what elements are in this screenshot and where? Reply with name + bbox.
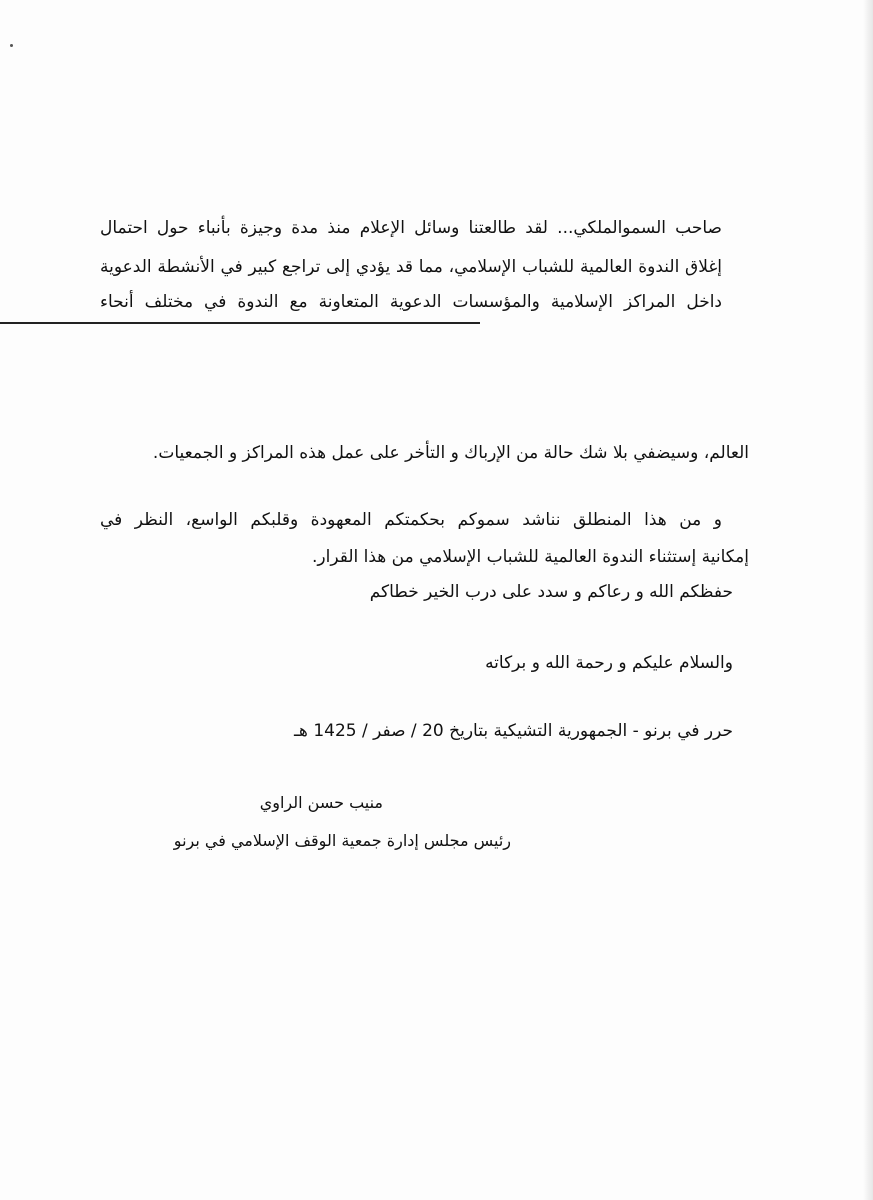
paragraph1-line1: صاحب السموالملكي... لقد طالعتنا وسائل الإعلام منذ مدة وجيزة بأنباء حول احتمال: [100, 218, 722, 238]
signatory-title: رئيس مجلس إدارة جمعية الوقف الإسلامي في برنو: [173, 831, 511, 850]
paragraph3-line1: و من هذا المنطلق نناشد سموكم بحكمتكم المعهودة وقلبكم الواسع، النظر في: [100, 510, 722, 530]
scan-edge-shadow: [863, 0, 873, 1200]
signatory-name: منيب حسن الراوي: [259, 793, 383, 812]
scan-speck: [10, 44, 13, 47]
paragraph3-line2: إمكانية إستثناء الندوة العالمية للشباب الإسلامي من هذا القرار.: [312, 547, 749, 567]
page-fold-line: [0, 322, 480, 324]
closing-greeting: والسلام عليكم و رحمة الله و بركاته: [485, 653, 733, 673]
prayer-line: حفظكم الله و رعاكم و سدد على درب الخير خطاكم: [369, 582, 733, 602]
date-place-line: حرر في برنو - الجمهورية التشيكية بتاريخ 20 / صفر / 1425 هـ: [293, 721, 733, 741]
paragraph1-line3: داخل المراكز الإسلامية والمؤسسات الدعوية المتعاونة مع الندوة في مختلف أنحاء: [100, 292, 722, 312]
paragraph2-line: العالم، وسيضفي بلا شك حالة من الإرباك و التأخر على عمل هذه المراكز و الجمعيات.: [152, 443, 749, 463]
paragraph1-line2: إغلاق الندوة العالمية للشباب الإسلامي، مما قد يؤدي إلى تراجع كبير في الأنشطة الدعوية: [100, 257, 722, 277]
